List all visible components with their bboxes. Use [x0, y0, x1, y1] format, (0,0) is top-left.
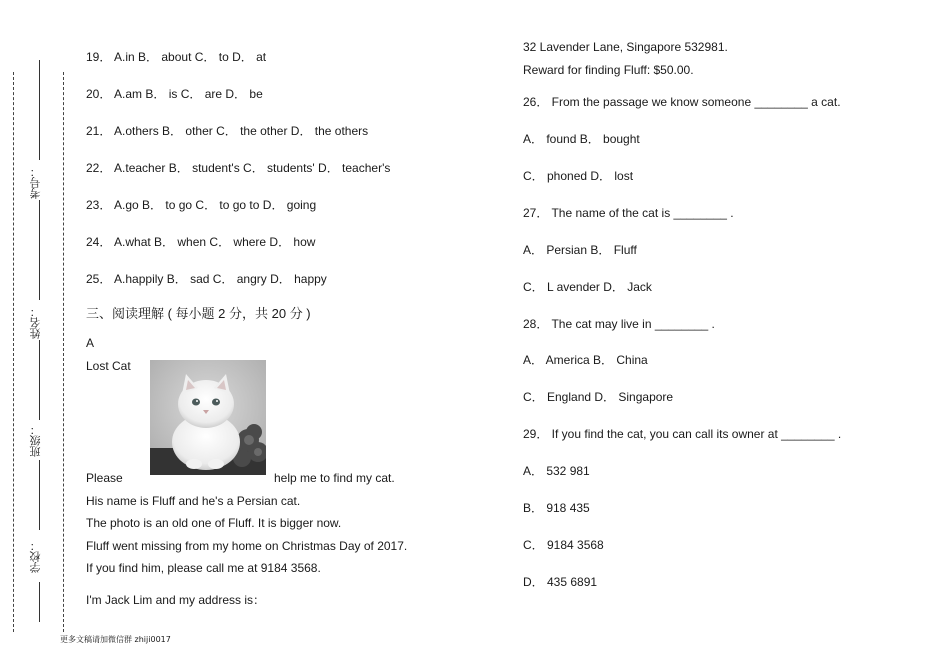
question-20: 20． A.am B． is C． are D． be — [86, 87, 263, 101]
passage-address: 32 Lavender Lane, Singapore 532981. — [523, 40, 728, 54]
school-underline — [39, 582, 40, 622]
question-26-options-ab: A． found B． bought — [523, 132, 640, 146]
question-29-option-d: D． 435 6891 — [523, 575, 598, 589]
passage-line-photo: The photo is an old one of Fluff. It is bigger now. — [86, 516, 342, 530]
passage-line-please: Please — [86, 471, 123, 485]
question-25: 25． A.happily B． sad C． angry D． happy — [86, 272, 327, 286]
name-label: 姓名： — [29, 306, 42, 339]
class-label: 班级： — [29, 424, 42, 457]
passage-line-name: His name is Fluff and he's a Persian cat. — [86, 494, 301, 508]
question-23: 23． A.go B． to go C． to go to D． going — [86, 198, 317, 212]
question-28-stem: 28． The cat may live in ________ . — [523, 317, 715, 331]
binding-margin-inner-dashed-line — [63, 72, 64, 632]
footer-note: 更多文稿请加微信群 zhiji0017 — [60, 635, 171, 644]
class-underline — [39, 460, 40, 530]
question-26-stem: 26． From the passage we know someone ________ a cat. — [523, 95, 841, 109]
binding-margin-outer-dashed-line — [13, 72, 14, 632]
cat-photo — [150, 360, 266, 475]
passage-label: A — [86, 336, 95, 350]
question-22: 22． A.teacher B． student's C． students' D． teacher's — [86, 161, 391, 175]
question-24: 24． A.what B． when C． where D． how — [86, 235, 316, 249]
question-29-option-b: B． 918 435 — [523, 501, 590, 515]
passage-line-address: I'm Jack Lim and my address is： — [86, 593, 266, 607]
exam-no-underline — [39, 60, 40, 160]
question-29-option-a: A． 532 981 — [523, 464, 590, 478]
question-19: 19． A.in B． about C． to D． at — [86, 50, 267, 64]
section-title-reading: 三、阅读理解 ( 每小题 2 分，共 20 分 ) — [86, 306, 311, 321]
school-label: 学校： — [29, 540, 42, 573]
passage-line-help: help me to find my cat. — [274, 471, 395, 485]
question-27-options-ab: A． Persian B． Fluff — [523, 243, 637, 257]
passage-title: Lost Cat — [86, 359, 131, 373]
exam-no-label: 考号： — [29, 166, 42, 199]
question-28-options-cd: C． England D． Singapore — [523, 390, 674, 404]
passage-line-missing: Fluff went missing from my home on Christmas Day of 2017. — [86, 539, 408, 553]
question-29-stem: 29． If you find the cat, you can call its owner at ________ . — [523, 427, 842, 441]
question-27-options-cd: C． L avender D． Jack — [523, 280, 652, 294]
passage-line-call: If you find him, please call me at 9184 3568. — [86, 561, 321, 575]
passage-reward: Reward for finding Fluff: $50.00. — [523, 63, 694, 77]
question-21: 21． A.others B． other C． the other D． the others — [86, 124, 369, 138]
question-28-options-ab: A． America B． China — [523, 353, 648, 367]
question-27-stem: 27． The name of the cat is ________ . — [523, 206, 734, 220]
question-26-options-cd: C． phoned D． lost — [523, 169, 634, 183]
question-29-option-c: C． 9184 3568 — [523, 538, 604, 552]
name-underline — [39, 340, 40, 420]
name-underline-top — [39, 200, 40, 300]
